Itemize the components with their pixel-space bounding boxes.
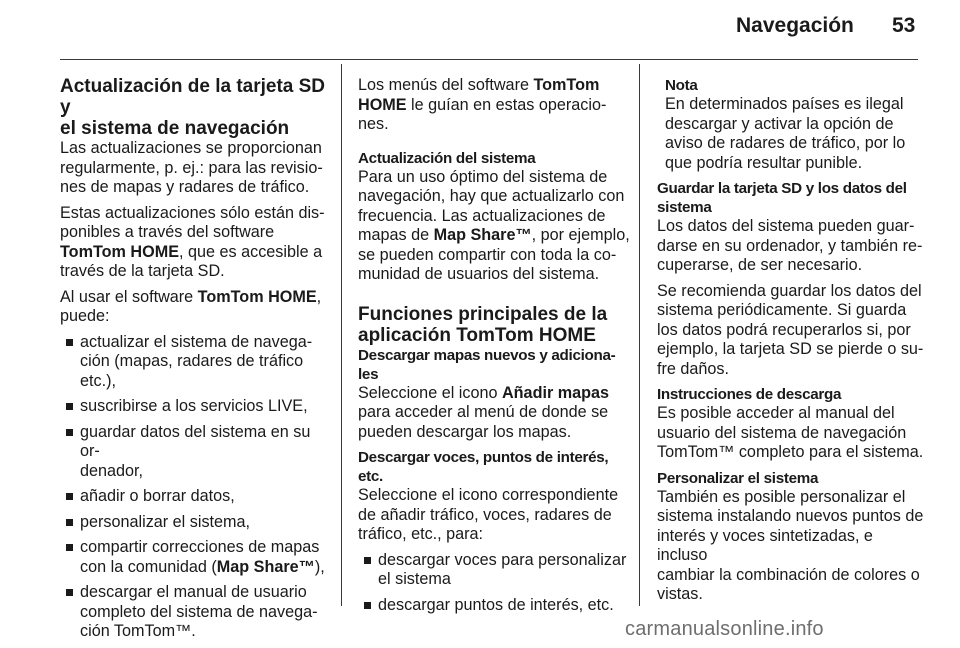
paragraph-availability: Estas actualizaciones sólo están dis- ponibles a través del software TomTom HOME, que es accesible a través de la tarjeta SD.	[60, 203, 325, 280]
paragraph-updates: Las actualizaciones se proporcionan regularmente, p. ej.: para las revisio- nes de mapas y radares de tráfico.	[60, 139, 323, 196]
list-item: añadir o borrar datos,	[60, 487, 332, 507]
subheading-download-instructions: Instrucciones de descarga	[657, 386, 842, 403]
column-2	[358, 76, 630, 621]
note-label: Nota	[665, 77, 698, 94]
subheading-save-sd: Guardar la tarjeta SD y los datos del sistema	[657, 180, 907, 216]
section-heading-main-functions: Funciones principales de la aplicación TomTom HOME	[358, 303, 608, 346]
note-text: En determinados países es ilegal descargar y activar la opción de aviso de radares de tráfico, por lo que podría resultar punible.	[665, 95, 906, 172]
column-1	[60, 76, 332, 648]
paragraph-download-maps: Seleccione el icono Añadir mapas para acceder al menú de donde se pueden descargar los mapas.	[358, 383, 610, 441]
paragraph-system-update: Para un uso óptimo del sistema de navegación, hay que actualizarlo con frecuencia. Las actualizaciones de mapas de Map Share™, por ejemplo, se pueden compartir con toda la co- munidad de usuarios del sistema.	[358, 167, 630, 283]
list-item: actualizar el sistema de navega- ción (mapas, radares de tráfico etc.),	[60, 333, 332, 392]
list-item: guardar datos del sistema en su or- denador,	[60, 423, 332, 482]
list-item: descargar el manual de usuario completo del sistema de navega- ción TomTom™.	[60, 583, 332, 642]
list-item: compartir correcciones de mapas con la comunidad (Map Share™),	[60, 538, 332, 577]
paragraph-save-data: Los datos del sistema pueden guar- darse en su ordenador, y también re- cuperarse, de ser necesario.	[657, 217, 923, 274]
paragraph-software-use: Al usar el software TomTom HOME, puede:	[60, 287, 322, 325]
column-3	[657, 76, 927, 611]
paragraph-customize: También es posible personalizar el sistema instalando nuevos puntos de interés y voces sintetizadas, e incluso cambiar la combinación de colores o vistas.	[657, 487, 924, 603]
feature-list	[60, 333, 332, 642]
paragraph-download-voices: Seleccione el icono correspondiente de añadir tráfico, voces, radares de tráfico, etc., para:	[358, 486, 619, 543]
column-divider-1	[341, 64, 342, 606]
subheading-download-maps: Descargar mapas nuevos y adiciona- les	[358, 346, 616, 383]
header-divider	[60, 59, 918, 60]
paragraph-recommend-save: Se recomienda guardar los datos del sistema periódicamente. Si guarda los datos podrá recuperarlos si, por ejemplo, la tarjeta SD se pierde o su- fre daños.	[657, 281, 924, 378]
list-item: descargar voces para personalizar el sistema	[358, 551, 630, 590]
page-number: 53	[892, 14, 916, 37]
subheading-system-update: Actualización del sistema	[358, 149, 536, 167]
paragraph-menus: Los menús del software TomTom HOME le guían en estas operacio- nes.	[358, 76, 607, 133]
subheading-download-voices: Descargar voces, puntos de interés, etc.	[358, 449, 609, 485]
list-item: personalizar el sistema,	[60, 513, 332, 533]
list-item: suscribirse a los servicios LIVE,	[60, 397, 332, 417]
paragraph-download-instructions: Es posible acceder al manual del usuario del sistema de navegación TomTom™ completo para el sistema.	[657, 404, 924, 461]
watermark-text: carmanualsonline.info	[625, 618, 824, 640]
list-item: descargar puntos de interés, etc.	[358, 596, 630, 616]
column-divider-2	[639, 64, 640, 606]
note-box	[657, 76, 927, 173]
section-heading-update: Actualización de la tarjeta SD y el sistema de navegación	[60, 76, 326, 139]
download-list	[358, 551, 630, 616]
subheading-customize: Personalizar el sistema	[657, 469, 819, 487]
page-header-title: Navegación	[736, 14, 854, 37]
